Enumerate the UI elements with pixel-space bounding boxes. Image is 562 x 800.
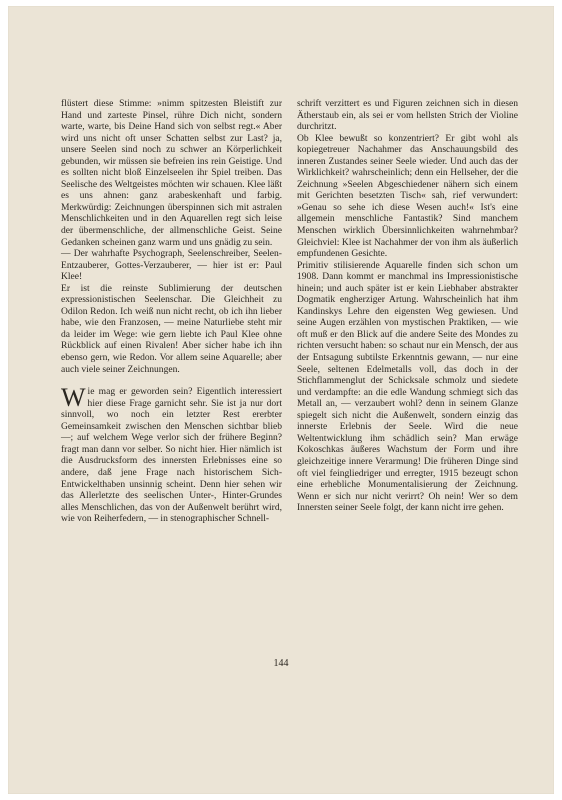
paragraph: — Der wahrhafte Psychograph, Seelenschreiber, Seelen-Entzauberer, Gottes-Verzauberer, — hier ist er: Paul Klee! [61, 248, 282, 283]
paragraph: Ob Klee bewußt so konzentriert? Er gibt wohl als kopiegetreuer Nachahmer das Anschauungsbild des inneren Zustandes seiner Seele wieder. Und auch das der Wirklichkeit? wahrscheinlich; denn ein Hellseher, der die Zeichnung »Seelen Abgeschiedener nähern sich einem mit Gerichten besetzten Tisch« sah, rief verwundert: »Genau so sehe ich diese Wesen auch!« Ist's eine allgemein menschliche Fantastik? Sind manchem Menschen wirklich Übersinnlichkeiten wahrnehmbar? Gleichviel: Klee ist Nachahmer der von ihm als äußerlich empfundenen Gesichte. [297, 132, 518, 260]
paragraph: schrift verzittert es und Figuren zeichnen sich in diesen Ätherstaub ein, als sei er vom hellsten Strich der Violine durchritzt. [297, 98, 518, 133]
page-number: 144 [273, 658, 289, 669]
text-column-left [61, 98, 282, 525]
text-column-right [297, 98, 518, 514]
paragraph: flüstert diese Stimme: »nimm spitzesten Bleistift zur Hand und zarteste Pinsel, rühre Dich nicht, sondern warte, warte, bis Deine Hand sich von selbst regt.« Aber wird uns nicht oft unser Schatten selbst zur Last? ja, unsere Seelen sind noch zu schwer an Körperlichkeit gebunden, wir müssen sie befreien ins rein Geistige. Und es sollten nicht bloß Einzelseelen ihr Spiel treiben. Das Seelische des Weltgeistes möchten wir schauen. Klee läßt es uns ahnen: ganz arabeskenhaft und farbig. Merkwürdig: Zeichnungen überspinnen sich mit astralen Menschlichkeiten und in den Aquarellen regt sich leise der übermenschliche, der allmenschliche Geist. Seine Gedanken scheinen ganz warm und uns gnädig zu sein. [61, 98, 282, 248]
book-page [8, 6, 554, 794]
paragraph: Primitiv stilisierende Aquarelle finden sich schon um 1908. Dann kommt er manchmal ins Impressionistische hinein; und auch später ist er kein Liebhaber abstrakter Dogmatik engherziger Artung. Wahrscheinlich hat ihm Kandinskys Lehre den eigensten Weg gewiesen. Und seine Augen erzählen von mystischen Praktiken, — wie oft muß er den Blick auf die andere Seite des Mondes zu richten versucht haben: so schaut nur ein Mensch, der aus der Entsagung subtilste Erkenntnis gewann, — nur eine Seele, seltenen Edelmetalls voll, das doch in der Stichflammenglut der Schicksale schmolz und siedete und verdampfte: an die edle Wandung schmiegt sich das Metall an, — verzaubert wohl? denn in seinem Glanze spiegelt sich nicht die Außenwelt, sondern einzig das innerste Erlebnis der Seele. Wird die neue Weltentwicklung ihm schädlich sein? Man erwäge Kokoschkas äußeres Wachstum der Form und ihre gleichzeitige innere Verarmung! Die früheren Dinge sind oft viel feingliedriger und erregter, 1915 bezeugt schon eine erhebliche Monumentalisierung der Zeichnung. Wenn er sich nur nicht verirrt? Oh nein! Wer so dem Innersten seiner Seele folgt, der kann nicht irre gehen. [297, 259, 518, 514]
paragraph: Er ist die reinste Sublimierung der deutschen expressionistischen Seelenschar. Die Gleichheit zu Odilon Redon. Ich weiß nun nicht recht, ob ich ihn lieber habe, wie den Franzosen, — meine Naturliebe steht mir da leider im Wege: wie gern liebte ich Paul Klee ohne Rückblick auf einen Rivalen! Aber sicher habe ich ihn ebenso gern, wie Redon. Vor allem seine Aquarelle; aber auch viele seiner Zeichnungen. [61, 282, 282, 375]
drop-cap: W [61, 383, 86, 413]
paragraph-with-dropcap [61, 383, 282, 525]
paragraph-text: ie mag er geworden sein? Eigentlich interessiert hier diese Frage garnicht sehr. Sie ist ja nur dort sinnvoll, wo noch ein letzter Rest ererbter Gemeinsamkeit zwischen den Menschen sichtbar blieb —; auf welchem Wege verlor sich der frühere Beginn? fragt man dann vor selber. So nicht hier. Hier nämlich ist die Ausdrucksform des innersten Erlebnisses eine so andere, daß jene Frage nach historischem Sich-Entwickelthaben unsinnig scheint. Denn hier sehen wir das Allerletzte des seelischen Unter-, Hinter-Grundes alles Menschlichen, das von der Außenwelt berührt wird, wie von Reiherfedern, — in stenographischer Schnell- [61, 386, 282, 525]
